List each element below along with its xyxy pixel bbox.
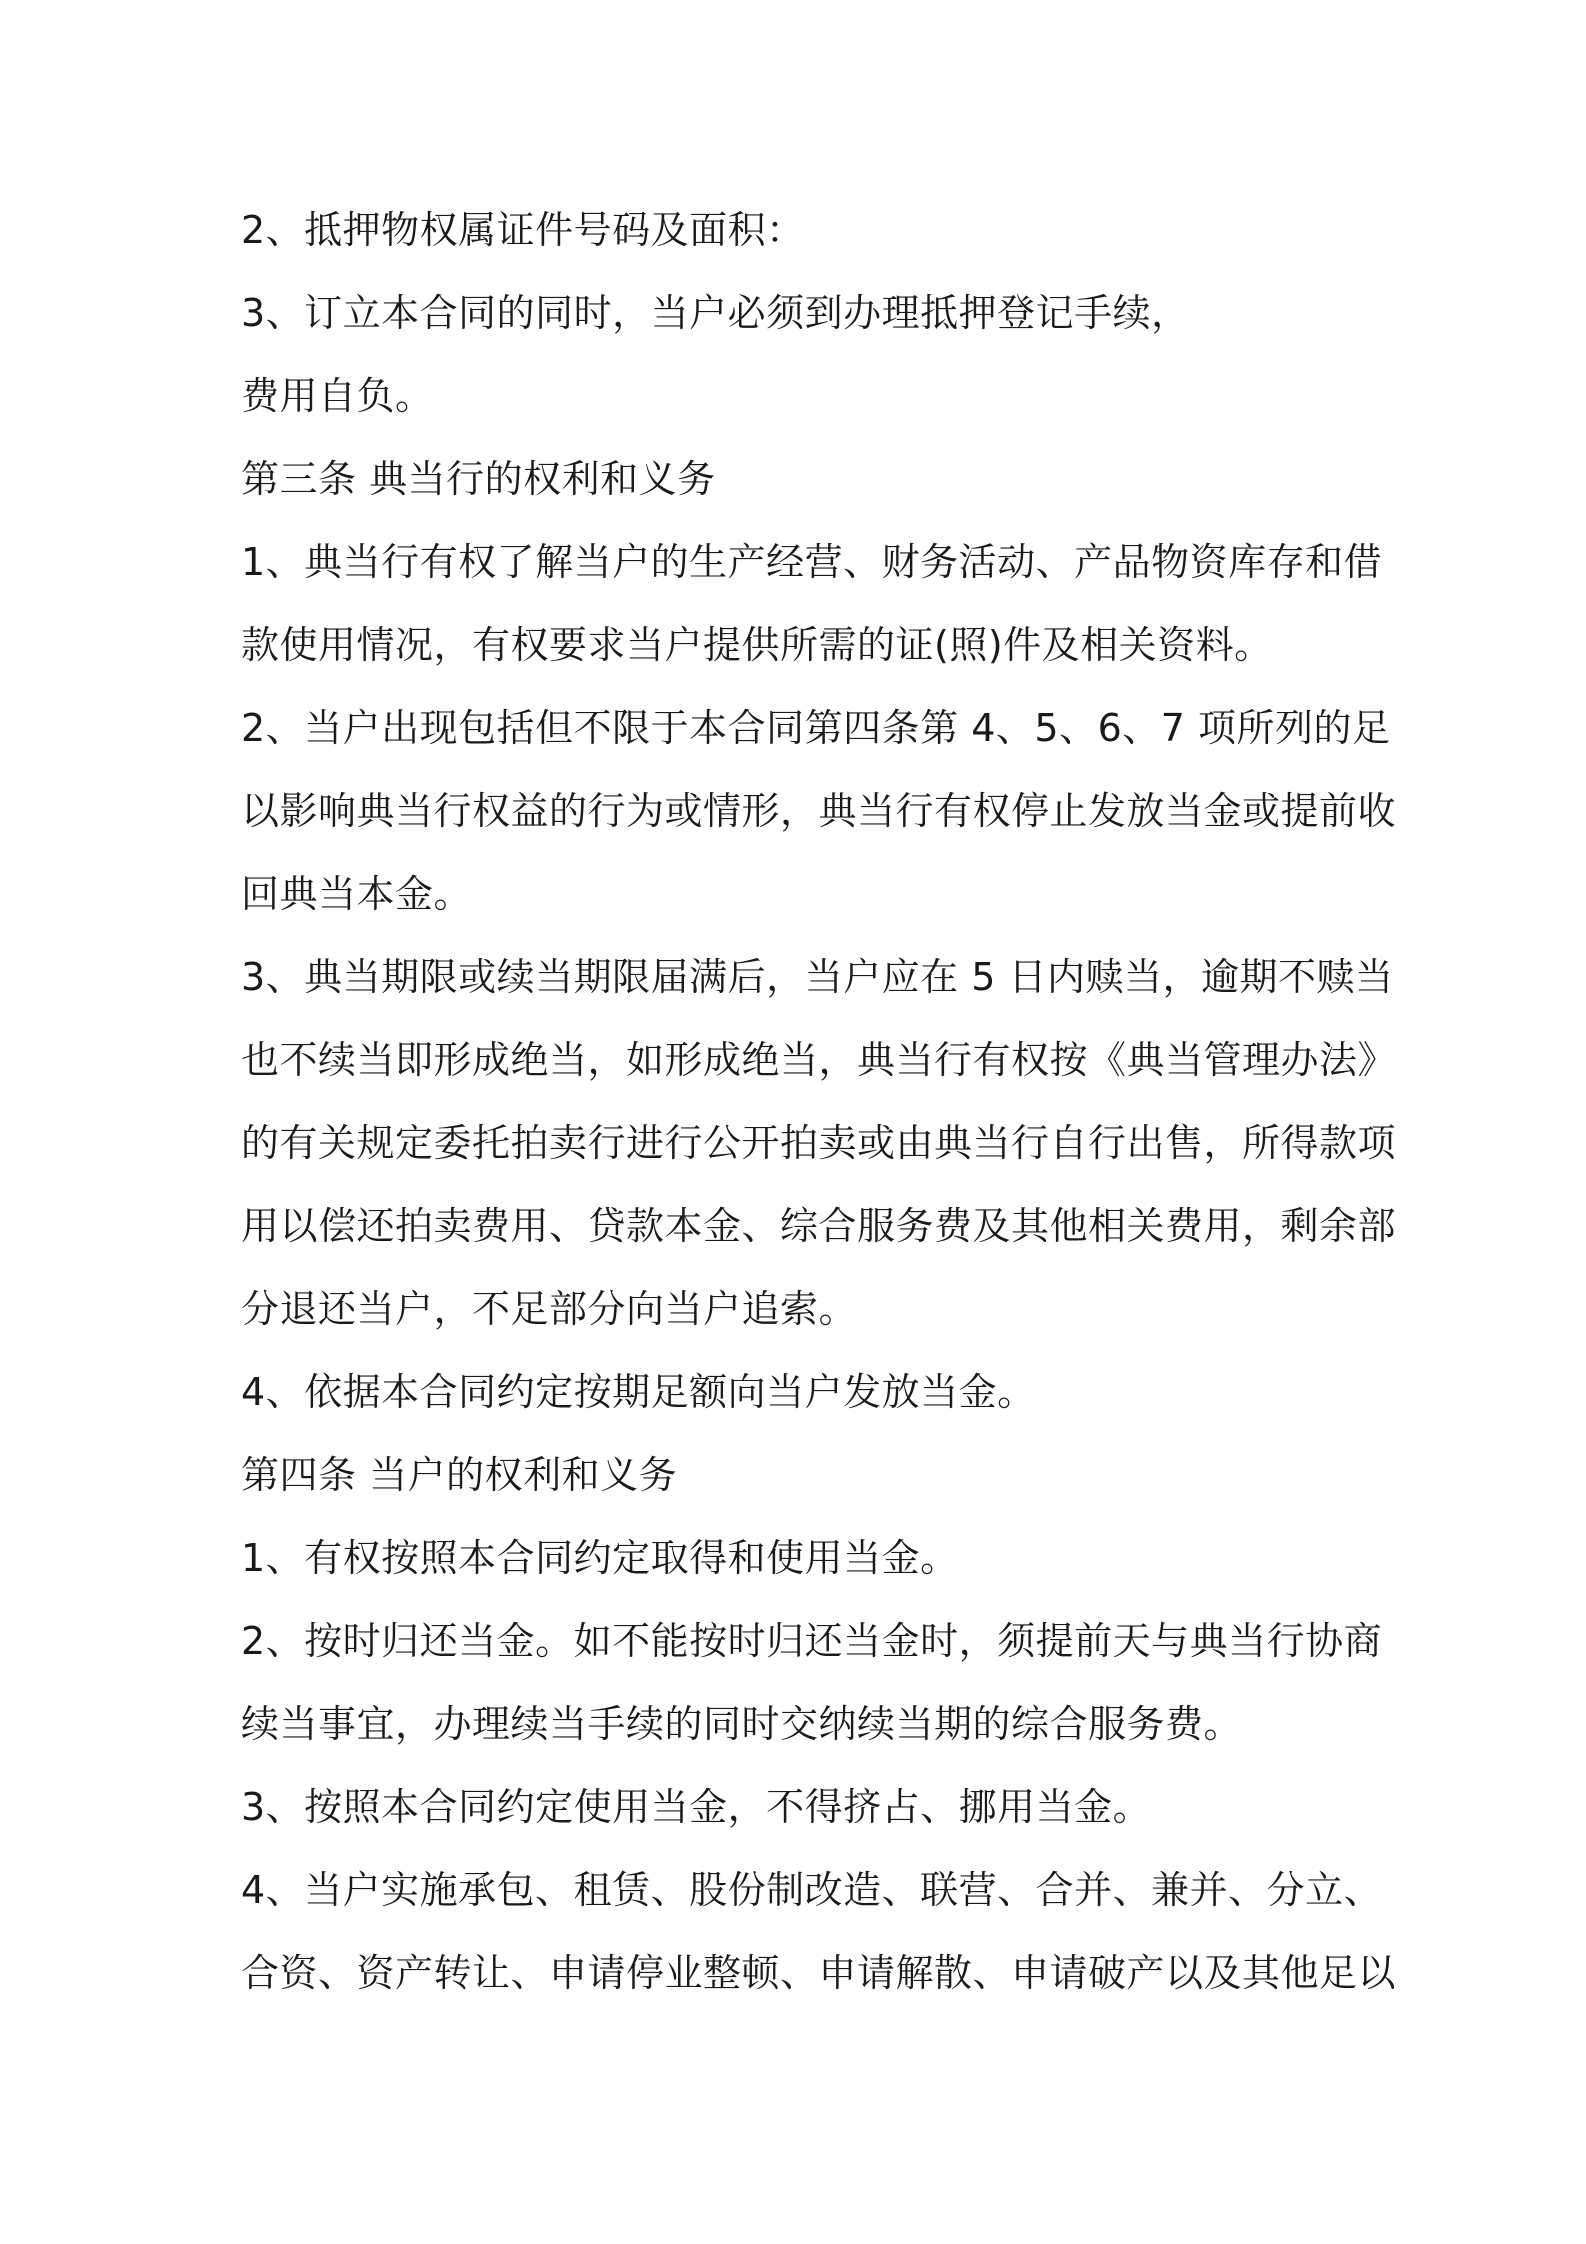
text-line-art4-item2-a: 2、按时归还当金。如不能按时归还当金时，须提前天与典当行协商 (241, 1619, 1383, 1663)
text-line-item-2-collateral-certificate: 2、抵押物权属证件号码及面积： (241, 208, 805, 252)
text-line-art3-item3-e: 分退还当户，不足部分向当户追索。 (241, 1287, 858, 1331)
text-line-art3-item2-a: 2、当户出现包括但不限于本合同第四条第 4、5、6、7 项所列的足 (241, 706, 1391, 750)
text-line-item-3-registration: 3、订立本合同的同时，当户必须到办理抵押登记手续， (241, 291, 1190, 335)
text-line-art4-item2-b: 续当事宜，办理续当手续的同时交纳续当期的综合服务费。 (241, 1702, 1243, 1746)
text-line-art3-item3-d: 用以偿还拍卖费用、贷款本金、综合服务费及其他相关费用，剩余部 (241, 1204, 1397, 1248)
text-line-art3-item1-a: 1、典当行有权了解当户的生产经营、财务活动、产品物资库存和借 (241, 540, 1383, 584)
section-heading-article-3: 第三条 典当行的权利和义务 (241, 457, 716, 501)
text-line-art4-item3: 3、按照本合同约定使用当金，不得挤占、挪用当金。 (241, 1785, 1152, 1829)
text-line-art3-item1-b: 款使用情况，有权要求当户提供所需的证(照)件及相关资料。 (241, 623, 1273, 667)
text-line-art4-item1: 1、有权按照本合同约定取得和使用当金。 (241, 1536, 959, 1580)
text-line-art4-item4-b: 合资、资产转让、申请停业整顿、申请解散、申请破产以及其他足以 (241, 1951, 1397, 1995)
text-line-art3-item3-a: 3、典当期限或续当期限届满后，当户应在 5 日内赎当，逾期不赎当 (241, 955, 1394, 999)
text-line-fee-self-borne: 费用自负。 (241, 374, 434, 418)
text-line-art3-item4: 4、依据本合同约定按期足额向当户发放当金。 (241, 1370, 1036, 1414)
text-line-art3-item3-b: 也不续当即形成绝当，如形成绝当，典当行有权按《典当管理办法》 (241, 1038, 1397, 1082)
text-line-art4-item4-a: 4、当户实施承包、租赁、股份制改造、联营、合并、兼并、分立、 (241, 1868, 1383, 1912)
text-line-art3-item2-c: 回典当本金。 (241, 872, 473, 916)
text-line-art3-item3-c: 的有关规定委托拍卖行进行公开拍卖或由典当行自行出售，所得款项 (241, 1121, 1397, 1165)
section-heading-article-4: 第四条 当户的权利和义务 (241, 1453, 678, 1497)
text-line-art3-item2-b: 以影响典当行权益的行为或情形，典当行有权停止发放当金或提前收 (241, 789, 1397, 833)
